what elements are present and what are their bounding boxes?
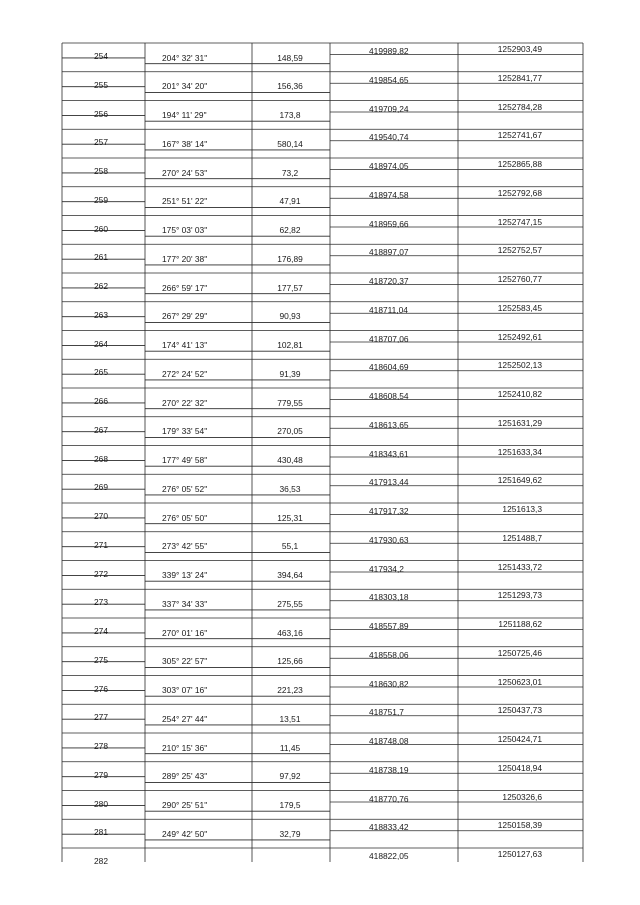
coordinate-y: 1252760,77 (497, 274, 542, 284)
coordinate-x: 419854,65 (369, 74, 409, 85)
coordinate-y: 1251613,3 (502, 504, 542, 514)
coordinate-y: 1251633,34 (497, 446, 542, 457)
coordinate-y: 1251649,62 (497, 475, 542, 486)
segment-length: 179,5 (279, 800, 301, 811)
point-number: 266 (94, 396, 108, 406)
segment-angle: 201° 34' 20" (162, 81, 208, 92)
coordinate-x: 417913,44 (369, 477, 409, 488)
coordinate-y: 1250158,39 (497, 820, 542, 831)
coordinate-x: 418751,7 (369, 707, 404, 718)
coordinate-x: 417934,2 (369, 563, 404, 574)
segment-angle: 270° 24' 53" (162, 167, 208, 178)
coordinate-x: 419989,82 (369, 46, 409, 56)
segment-angle: 276° 05' 52" (162, 483, 208, 494)
coordinate-x: 418738,19 (369, 764, 409, 775)
point-number: 271 (94, 539, 108, 550)
segment-length: 430,48 (277, 455, 303, 466)
coordinate-y: 1250418,94 (497, 762, 542, 773)
segment-length: 779,55 (277, 397, 303, 408)
segment-angle: 303° 07' 16" (162, 685, 208, 696)
segment-angle: 175° 03' 03" (162, 225, 208, 236)
segment-angle: 254° 27' 44" (162, 713, 208, 724)
segment-length: 32,79 (279, 828, 301, 839)
coordinate-x: 418558,06 (369, 649, 409, 660)
segment-length: 36,53 (279, 483, 301, 494)
segment-angle: 290° 25' 51" (162, 800, 208, 811)
coordinate-y: 1252752,57 (497, 245, 542, 256)
point-number: 263 (94, 309, 108, 320)
coordinate-y: 1252865,88 (497, 159, 542, 169)
segment-length: 177,57 (277, 282, 303, 293)
coordinate-y: 1251293,73 (497, 590, 542, 601)
point-number: 274 (94, 626, 108, 636)
point-number: 282 (94, 856, 108, 866)
segment-length: 463,16 (277, 627, 303, 638)
coordinate-x: 418707,06 (369, 333, 409, 344)
coordinate-x: 418720,37 (369, 276, 409, 286)
segment-angle: 177° 20' 38" (162, 253, 208, 264)
segment-length: 90,93 (279, 311, 301, 322)
coordinate-y: 1252841,77 (497, 72, 542, 83)
coordinate-y: 1250437,73 (497, 705, 542, 716)
coordinate-x: 418557,89 (369, 621, 409, 631)
segment-angle: 267° 29' 29" (162, 311, 208, 322)
coordinate-x: 417917,32 (369, 506, 409, 516)
point-number: 278 (94, 741, 108, 751)
segment-length: 125,66 (277, 656, 303, 667)
point-number: 268 (94, 453, 108, 464)
point-number: 254 (94, 51, 108, 61)
point-number: 257 (94, 137, 108, 148)
coordinate-y: 1251631,29 (497, 417, 542, 428)
segment-angle: 273° 42' 55" (162, 541, 208, 552)
segment-angle: 289° 25' 43" (162, 771, 208, 782)
point-number: 269 (94, 482, 108, 493)
segment-length: 125,31 (277, 512, 303, 523)
point-number: 256 (94, 108, 108, 119)
coordinate-y: 1250127,63 (497, 849, 542, 859)
segment-angle: 204° 32' 31" (162, 52, 208, 63)
coordinate-y: 1252903,49 (497, 44, 542, 54)
segment-length: 580,14 (277, 138, 303, 149)
segment-length: 97,92 (279, 771, 301, 782)
coordinate-y: 1250623,01 (497, 676, 542, 687)
coordinate-x: 418770,76 (369, 793, 409, 804)
coordinate-y: 1252583,45 (497, 302, 542, 313)
coordinate-y: 1252502,13 (497, 360, 542, 371)
point-number: 259 (94, 194, 108, 205)
coordinate-x: 418897,07 (369, 247, 409, 258)
segment-angle: 251° 51' 22" (162, 196, 208, 207)
coordinate-x: 418711,04 (369, 304, 408, 315)
segment-length: 176,89 (277, 253, 303, 264)
segment-length: 394,64 (277, 570, 303, 581)
coordinate-x: 418974,58 (369, 189, 409, 200)
segment-angle: 249° 42' 50" (162, 828, 208, 839)
segment-length: 102,81 (277, 340, 303, 351)
coordinate-x: 418833,42 (369, 822, 409, 833)
segment-length: 55,1 (281, 541, 299, 552)
coordinate-x: 418604,69 (369, 362, 409, 373)
segment-angle: 305° 22' 57" (162, 656, 208, 667)
coordinate-x: 418959,66 (369, 218, 409, 229)
coordinate-x: 419540,74 (369, 132, 409, 143)
segment-angle: 272° 24' 52" (162, 368, 208, 379)
coordinate-x: 418608,54 (369, 391, 409, 401)
segment-angle: 337° 34' 33" (162, 598, 208, 609)
coordinate-y: 1250725,46 (497, 647, 542, 658)
point-number: 267 (94, 424, 108, 435)
point-number: 272 (94, 568, 108, 579)
point-number: 262 (94, 281, 108, 291)
coordinate-x: 418630,82 (369, 678, 409, 689)
segment-angle: 339° 13' 24" (162, 570, 208, 581)
coordinate-y: 1250326,6 (502, 791, 542, 802)
segment-angle: 270° 01' 16" (162, 627, 208, 638)
point-number: 281 (94, 827, 108, 838)
segment-angle: 177° 49' 58" (162, 455, 208, 466)
coordinate-y: 1252792,68 (497, 187, 542, 198)
point-number: 260 (94, 223, 108, 234)
point-number: 258 (94, 166, 108, 176)
point-number: 261 (94, 252, 108, 263)
segment-angle: 270° 22' 32" (162, 397, 208, 408)
coordinate-y: 1252784,28 (497, 101, 542, 112)
segment-length: 73,2 (281, 167, 299, 178)
segment-length: 221,23 (277, 685, 303, 696)
point-number: 277 (94, 712, 108, 723)
segment-angle: 174° 41' 13" (162, 340, 208, 351)
coordinate-y: 1251433,72 (497, 561, 542, 572)
segment-length: 62,82 (279, 225, 301, 236)
segment-length: 156,36 (277, 81, 303, 92)
coordinate-x: 418343,61 (369, 448, 409, 459)
point-number: 275 (94, 654, 108, 665)
coordinate-x: 419709,24 (369, 103, 409, 114)
segment-length: 47,91 (279, 196, 301, 207)
segment-angle: 167° 38' 14" (162, 138, 208, 149)
point-number: 276 (94, 683, 108, 694)
segment-angle: 194° 11' 29" (162, 110, 207, 121)
coordinate-y: 1251488,7 (502, 532, 542, 543)
point-number: 264 (94, 338, 108, 349)
segment-length: 275,55 (277, 598, 303, 609)
point-number: 279 (94, 769, 108, 780)
coordinate-y: 1250424,71 (497, 734, 542, 744)
coordinate-x: 418303,18 (369, 592, 409, 603)
segment-length: 91,39 (279, 368, 301, 379)
coordinate-x: 418974,05 (369, 161, 409, 171)
point-number: 280 (94, 798, 108, 809)
segment-length: 173,8 (279, 110, 301, 121)
segment-angle: 276° 05' 50" (162, 512, 208, 523)
coordinate-y: 1251188,62 (498, 619, 542, 629)
coordinate-x: 418822,05 (369, 851, 409, 861)
coordinate-x: 417930,63 (369, 534, 409, 545)
segment-length: 13,51 (279, 713, 301, 724)
segment-angle: 179° 33' 54" (162, 426, 208, 437)
coordinate-x: 418613,65 (369, 419, 409, 430)
segment-length: 11,45 (279, 742, 301, 753)
point-number: 255 (94, 79, 108, 90)
coordinate-y: 1252741,67 (497, 130, 542, 141)
coordinate-x: 418748,08 (369, 736, 409, 746)
segment-length: 270,05 (277, 426, 303, 437)
point-number: 273 (94, 597, 108, 608)
segment-length: 148,59 (277, 52, 303, 63)
segment-angle: 266° 59' 17" (162, 282, 208, 293)
coordinate-y: 1252747,15 (497, 216, 542, 227)
point-number: 265 (94, 367, 108, 378)
coordinate-y: 1252410,82 (497, 389, 542, 399)
point-number: 270 (94, 511, 108, 521)
coordinate-y: 1252492,61 (497, 331, 542, 342)
segment-angle: 210° 15' 36" (162, 742, 208, 753)
